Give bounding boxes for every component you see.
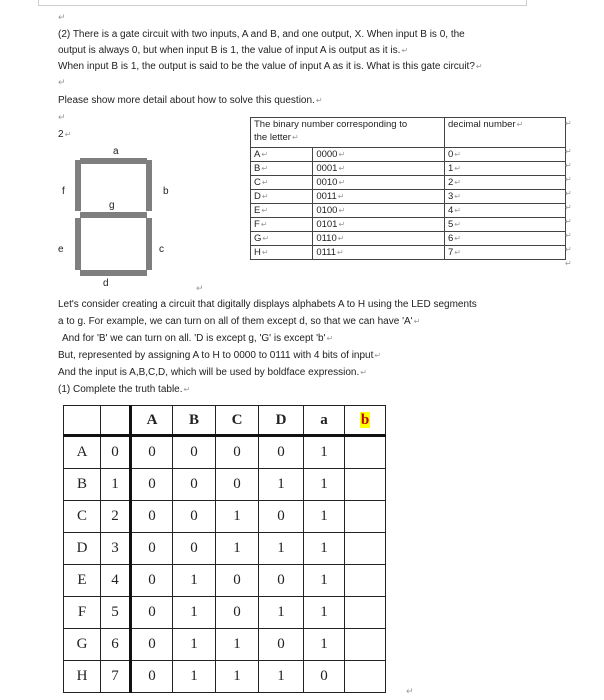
cell-a: 0 [304, 661, 345, 693]
row-number: 7 [101, 661, 131, 693]
section-number-wrap: 2↵ [58, 129, 72, 140]
cell-b [345, 629, 386, 661]
cell-C: 0 [216, 469, 259, 501]
cell-b [345, 469, 386, 501]
truth-table-row [64, 533, 386, 565]
cell-B: 1 [173, 597, 216, 629]
decimal-header: decimal number [448, 119, 516, 130]
segment-label-b: b [163, 186, 169, 197]
cell-a: 1 [304, 597, 345, 629]
description-line3: And for 'B' we can turn on all. 'D is except g, 'G' is except 'b' [62, 333, 326, 344]
description-line1: Let's consider creating a circuit that digitally displays alphabets A to H using the LED segments [58, 299, 477, 310]
truth-table-row [64, 565, 386, 597]
page-corner-right [526, 0, 527, 6]
decimal-header-cell: decimal number↵ [445, 118, 566, 148]
header-b-highlight: b [360, 411, 370, 428]
segment-a [80, 158, 147, 164]
cell-b [345, 597, 386, 629]
binary-row: H↵ 0111↵ 7↵ [251, 246, 566, 260]
segment-label-c: c [159, 244, 164, 255]
row-number: 1 [101, 469, 131, 501]
cell-C: 0 [216, 597, 259, 629]
table-end-marks: ↵ ↵ ↵ ↵ ↵ ↵ ↵ ↵ ↵ ↵ [565, 119, 572, 268]
cell-B: 0 [173, 436, 216, 469]
cell-B: 1 [173, 565, 216, 597]
problem2-line1: (2) There is a gate circuit with two inputs, A and B, and one output, X. When input B is 0, the [58, 29, 465, 40]
cell-C: 1 [216, 629, 259, 661]
segment-g [80, 212, 147, 218]
cell-A: 0 [131, 501, 173, 533]
cell-D: 1 [259, 597, 304, 629]
decimal-value: 0 [448, 149, 454, 160]
binary-letter: F [254, 219, 260, 230]
truth-table-header [64, 406, 386, 436]
truth-table-row [64, 629, 386, 661]
description-line2: a to g. For example, we can turn on all of them except d, so that we can have 'A' [58, 316, 413, 327]
row-letter: A [64, 436, 101, 469]
segment-label-a: a [113, 146, 119, 157]
row-number: 2 [101, 501, 131, 533]
cell-C: 1 [216, 501, 259, 533]
row-number: 5 [101, 597, 131, 629]
row-letter: C [64, 501, 101, 533]
problem2-line2-wrap: output is always 0, but when input B is 1, the value of input A is output as it is.↵ [58, 45, 409, 56]
binary-value: 0001 [316, 163, 338, 174]
cell-b [345, 436, 386, 469]
header-A: A [131, 406, 173, 436]
cell-C: 1 [216, 533, 259, 565]
header-b [345, 406, 386, 436]
binary-value: 0110 [316, 233, 337, 244]
description-line5: And the input is A,B,C,D, which will be used by boldface expression. [58, 367, 360, 378]
paragraph-mark: ↵ [406, 686, 414, 696]
row-number: 3 [101, 533, 131, 565]
binary-value: 0011 [316, 191, 337, 202]
cell-b [345, 501, 386, 533]
segment-f [75, 160, 81, 211]
section-number: 2 [58, 129, 64, 140]
binary-row: A↵ 0000↵ 0↵ [251, 148, 566, 162]
description-line2-wrap: a to g. For example, we can turn on all of them except d, so that we can have 'A'↵ [58, 316, 421, 327]
row-letter: G [64, 629, 101, 661]
cell-A: 0 [131, 565, 173, 597]
binary-row: D↵ 0011↵ 3↵ [251, 190, 566, 204]
binary-letter: G [254, 233, 262, 244]
decimal-value: 3 [448, 191, 454, 202]
description-line6: (1) Complete the truth table. [58, 384, 183, 395]
cell-A: 0 [131, 661, 173, 693]
segment-label-d: d [103, 278, 109, 289]
binary-value: 0101 [316, 219, 338, 230]
row-letter: H [64, 661, 101, 693]
cell-B: 0 [173, 501, 216, 533]
cell-D: 1 [259, 533, 304, 565]
segment-label-e: e [58, 244, 64, 255]
cell-A: 0 [131, 436, 173, 469]
binary-header-line1: The binary number corresponding to [254, 119, 408, 130]
cell-C: 1 [216, 661, 259, 693]
segment-e [75, 218, 81, 270]
truth-table-row [64, 661, 386, 693]
cell-b [345, 533, 386, 565]
binary-table-header [251, 118, 566, 148]
problem2-line3-wrap: When input B is 1, the output is said to be the value of input A as it is. What is this gate circuit?↵ [58, 61, 483, 72]
segment-label-g: g [109, 200, 115, 211]
binary-value: 0100 [316, 205, 338, 216]
binary-row: B↵ 0001↵ 1↵ [251, 162, 566, 176]
binary-value: 0111 [316, 247, 337, 258]
binary-row: F↵ 0101↵ 5↵ [251, 218, 566, 232]
problem2-line3: When input B is 1, the output is said to be the value of input A as it is. What is this gate circuit? [58, 61, 475, 72]
cell-a: 1 [304, 436, 345, 469]
page-top-border [38, 5, 526, 6]
segment-label-f: f [62, 186, 65, 197]
cell-a: 1 [304, 501, 345, 533]
cell-D: 0 [259, 565, 304, 597]
problem2-line2: output is always 0, but when input B is 1, the value of input A is output as it is. [58, 45, 401, 56]
cell-A: 0 [131, 629, 173, 661]
decimal-value: 5 [448, 219, 454, 230]
decimal-value: 1 [448, 163, 454, 174]
cell-A: 0 [131, 469, 173, 501]
binary-row: G↵ 0110↵ 6↵ [251, 232, 566, 246]
description-line4: But, represented by assigning A to H to 0000 to 0111 with 4 bits of input [58, 350, 374, 361]
binary-row: C↵ 0010↵ 2↵ [251, 176, 566, 190]
cell-A: 0 [131, 597, 173, 629]
truth-table [63, 405, 386, 693]
decimal-value: 2 [448, 177, 454, 188]
binary-table [250, 117, 566, 260]
page-corner-left [38, 0, 39, 6]
binary-value: 0000 [316, 149, 338, 160]
cell-B: 0 [173, 469, 216, 501]
cell-D: 0 [259, 629, 304, 661]
truth-table-row [64, 501, 386, 533]
cell-D: 1 [259, 469, 304, 501]
binary-letter: A [254, 149, 261, 160]
cell-a: 1 [304, 629, 345, 661]
binary-value: 0010 [316, 177, 338, 188]
request-line: Please show more detail about how to solve this question. [58, 95, 315, 106]
row-number: 0 [101, 436, 131, 469]
truth-table-row [64, 436, 386, 469]
cell-a: 1 [304, 533, 345, 565]
binary-header-cell: The binary number corresponding to the letter↵ [251, 118, 445, 148]
request-line-wrap: Please show more detail about how to solve this question.↵ [58, 95, 323, 106]
paragraph-mark: ↵ [58, 112, 66, 122]
row-number: 6 [101, 629, 131, 661]
cell-B: 1 [173, 661, 216, 693]
description-line3-wrap: And for 'B' we can turn on all. 'D is except g, 'G' is except 'b'↵ [62, 333, 334, 344]
cell-B: 1 [173, 629, 216, 661]
cell-b [345, 661, 386, 693]
truth-table-row [64, 597, 386, 629]
paragraph-mark: ↵ [58, 77, 66, 87]
segment-d [80, 270, 147, 276]
cell-D: 0 [259, 501, 304, 533]
cell-D: 0 [259, 436, 304, 469]
header-a [304, 406, 345, 436]
binary-letter: H [254, 247, 261, 258]
row-number: 4 [101, 565, 131, 597]
paragraph-mark: ↵ [196, 283, 204, 293]
cell-B: 0 [173, 533, 216, 565]
binary-row: E↵ 0100↵ 4↵ [251, 204, 566, 218]
cell-D: 1 [259, 661, 304, 693]
binary-letter: C [254, 177, 261, 188]
segment-c [146, 218, 152, 270]
cell-b [345, 565, 386, 597]
binary-letter: E [254, 205, 261, 216]
description-line6-wrap: (1) Complete the truth table.↵ [58, 384, 191, 395]
binary-letter: D [254, 191, 261, 202]
segment-b [146, 160, 152, 211]
decimal-value: 7 [448, 247, 454, 258]
header-a-text: a [320, 411, 328, 428]
description-line4-wrap: But, represented by assigning A to H to 0000 to 0111 with 4 bits of input↵ [58, 350, 382, 361]
row-letter: F [64, 597, 101, 629]
cell-C: 0 [216, 436, 259, 469]
cell-C: 0 [216, 565, 259, 597]
decimal-value: 4 [448, 205, 454, 216]
truth-table-row [64, 469, 386, 501]
cell-a: 1 [304, 565, 345, 597]
binary-letter: B [254, 163, 261, 174]
binary-header-line2: the letter [254, 132, 291, 143]
header-D: D [259, 406, 304, 436]
header-C: C [216, 406, 259, 436]
row-letter: D [64, 533, 101, 565]
cell-a: 1 [304, 469, 345, 501]
paragraph-mark: ↵ [58, 12, 66, 22]
cell-A: 0 [131, 533, 173, 565]
header-B: B [173, 406, 216, 436]
description-line5-wrap: And the input is A,B,C,D, which will be used by boldface expression.↵ [58, 367, 367, 378]
decimal-value: 6 [448, 233, 454, 244]
row-letter: E [64, 565, 101, 597]
row-letter: B [64, 469, 101, 501]
